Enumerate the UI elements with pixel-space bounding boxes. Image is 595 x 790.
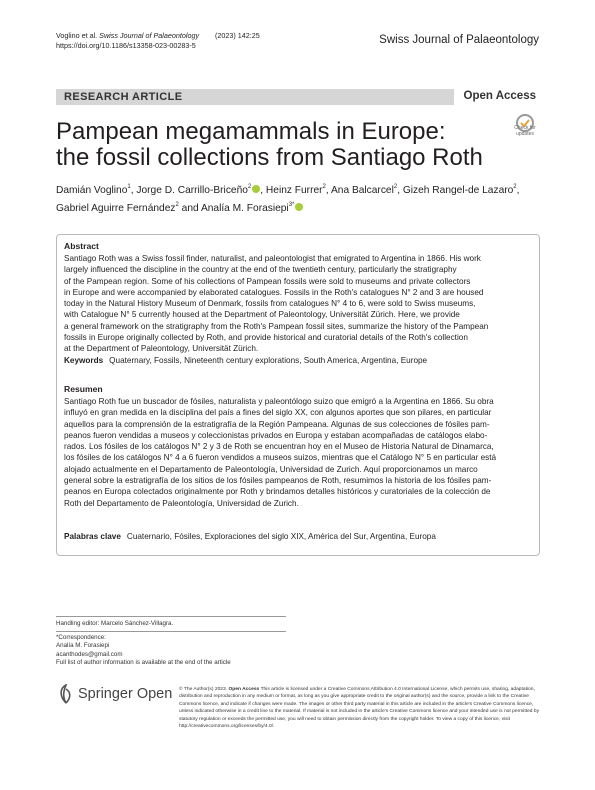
springer-open-logo-icon [56, 684, 76, 704]
text-line: los fósiles de los catálogos N° 4 a 6 fueron vendidos a museos suizos, mientras que el Catálogo N° 5 en particular está [64, 453, 497, 463]
correspondent-name: Analía M. Forasiepi [56, 642, 110, 650]
keywords-value: Quaternary, Fossils, Nineteenth century explorations, South America, Argentina, Europe [109, 356, 428, 365]
orcid-icon[interactable] [295, 203, 303, 211]
text-line: largely influenced the discipline in the country at the end of the twentieth century, particularly the stratigraphy [64, 265, 457, 275]
author-name: Ana Balcarcel [330, 185, 394, 196]
text-line: peanos fueron vendidas a museos y coleccionistas privados en Europa y estaban acompañadas de catálogos elabo- [64, 430, 488, 440]
author-name: Damián Voglino [56, 185, 128, 196]
author-name: Gabriel Aguirre Fernández [56, 203, 176, 214]
text-line: of the Pampean region. Some of his collections of Pampean fossils were sold to museums and private collectors [64, 276, 471, 286]
correspondence-block [56, 634, 231, 668]
journal-name: Swiss Journal of Palaeontology [379, 34, 539, 46]
open-access-tag [454, 89, 540, 105]
author-name: Gizeh Rangel-de Lazaro [402, 185, 514, 196]
text-line: alojado actualmente en el Departamento de Paleontología, Universidad de Zurich. Aquí proporcionamos un marco [64, 464, 478, 474]
palabras-clave-label: Palabras clave [64, 532, 121, 541]
footnote-divider-2 [56, 631, 286, 632]
author-separator: and [178, 203, 201, 214]
doi-link[interactable]: https://doi.org/10.1186/s13358-023-00283-5 [56, 40, 196, 50]
author-separator: , [325, 185, 331, 196]
resumen-heading: Resumen [64, 384, 103, 394]
license-open-access: Open Access [228, 687, 260, 692]
title-line-2: the fossil collections from Santiago Roth [56, 144, 483, 171]
title-line-1: Pampean megamammals in Europe: [56, 118, 446, 145]
author-affiliation: 2 [513, 184, 517, 190]
publisher-name-2: Open [132, 686, 173, 702]
citation-journal: Swiss Journal of Palaeontology [99, 31, 200, 40]
handling-editor: Handling editor: Marcelo Sánchez-Villagra. [56, 620, 174, 627]
text-line: Santiago Roth fue un buscador de fósiles, naturalista y paleontólogo suizo que emigró a la Argentina en 1866. Su obra [64, 397, 494, 406]
author-affiliation: 2 [247, 184, 252, 190]
license-url[interactable]: http://creativecommons.org/licenses/by/4.0/ [179, 724, 274, 730]
text-line: influyó en gran medida en la disciplina del país a fines del siglo XX, con algunos aportes que son pilares, en particular [64, 408, 492, 418]
text-line: at the Department of Paleontology, Universität Zürich. [64, 344, 259, 354]
text-line: with Catalogue N° 5 currently housed at the Department of Paleontology, Universität Zürich. Here, we provide [64, 310, 460, 320]
citation-meta: (2023) 142:25 [215, 31, 260, 40]
resumen-text [64, 396, 536, 509]
article-title [56, 119, 496, 171]
text-line: general sobre la estratigrafía de los sitios de los fósiles pampeanos de Roth, resumimos la historia de los fósiles pam- [64, 476, 492, 486]
article-type-label: RESEARCH ARTICLE [64, 91, 183, 103]
author-affiliation: 2 [322, 184, 326, 190]
author-separator: , [260, 185, 266, 196]
license-lead: © The Author(s) 2023. [179, 687, 228, 692]
abstract-keywords [64, 356, 536, 365]
text-line: a general framework on the stratigraphy from the Roth's Pampean fossil sites, summarize the history of the Pampean [64, 321, 489, 331]
article-type-band [56, 89, 540, 105]
footnote-divider [56, 616, 286, 617]
author-affiliation: 2 [393, 184, 398, 190]
license-body: This article is licensed under a Creative Commons Attribution 4.0 International License, which permits use, sharing, adaptation, distribution and reproduction in any medium or format, as long as you give appropriate credit to the original author(s) and the source, provide a link to the Creative Commons licence, and indicate if changes were made. The images or other third party material in this article are included in the article's Creative Commons licence, unless indicated otherwise in a credit line to the material. If material is not included in the article's Creative Commons licence and your intended use is not permitted by statutory regulation or exceeds the permitted use, you will need to obtain permission directly from the copyright holder. To view a copy of this licence, visit [179, 687, 540, 722]
author-affiliation: 1 [127, 184, 131, 190]
text-line: Santiago Roth was a Swiss fossil finder, naturalist, and paleontologist that emigrated to Argentina in 1866. His work [64, 254, 481, 263]
check-for-updates-label: Check for updates [514, 125, 536, 137]
text-line: today in the Natural History Museum of Denmark, fossils from catalogues N° 4 to 6, were sold to Swiss museums, [64, 299, 476, 309]
citation-authors: Voglino et al. [56, 31, 100, 40]
text-line: peanos en Europa colectados originalmente por Roth y brindamos detalles históricos y curatoriales de la colección de [64, 487, 491, 497]
author-list [56, 180, 536, 216]
author-separator: , [397, 185, 403, 196]
correspondent-email[interactable]: acanthodes@gmail.com [56, 650, 123, 658]
author-affiliation: 3* [288, 202, 295, 208]
author-affiliation: 2 [175, 202, 179, 208]
running-header-citation [56, 31, 260, 51]
correspondence-label: *Correspondence: [56, 634, 106, 641]
author-info-note: Full list of author information is available at the end of the article [56, 659, 231, 667]
author-name: Jorge D. Carrillo-Briceño [136, 185, 248, 196]
text-line: in Europe and were accompanied by elaborated catalogues. Fossils in the Roth's catalogues N° 2 and 3 are housed [64, 287, 484, 297]
text-line: aquellos para la comprensión de la estratigrafía de la Región Pampeana. Algunas de sus colecciones de fósiles pam- [64, 419, 490, 429]
author-name: Analía M. Forasiepi [200, 203, 289, 214]
palabras-clave-value: Cuaternario, Fósiles, Exploraciones del siglo XIX, América del Sur, Argentina, Europa [126, 532, 436, 541]
springer-open-wordmark [78, 686, 172, 702]
text-line: Roth del Departamento de Paleontología, Universidad de Zurich. [64, 498, 299, 508]
license-end: . [273, 724, 275, 730]
abstract-text [64, 253, 536, 355]
resumen-keywords [64, 532, 536, 541]
author-name: Heinz Furrer [265, 185, 323, 196]
keywords-label: Keywords [64, 356, 104, 365]
publisher-name-1: Springer [78, 686, 133, 702]
abstract-heading: Abstract [64, 241, 99, 251]
text-line: rados. Los fósiles de los catálogos N° 2 y 3 de Roth se encuentran hoy en el Museo de Historia Natural de Dinamarca, [64, 442, 494, 452]
license-text [179, 686, 540, 730]
author-separator: , [130, 185, 137, 196]
open-access-label: Open Access [463, 90, 536, 102]
text-line: fossils in Europe originally collected by Roth, and provide historical and curatorial details of the Roth's collection [64, 333, 468, 343]
author-separator: , [516, 185, 520, 196]
